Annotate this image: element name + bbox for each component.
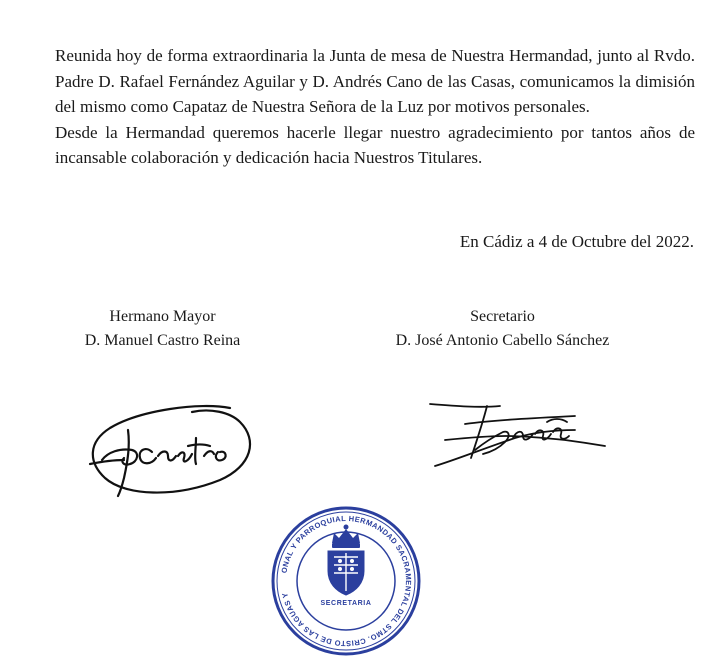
body-text: [55, 43, 695, 171]
date-line: En Cádiz a 4 de Octubre del 2022.: [459, 232, 694, 251]
signatory-role: Secretario: [470, 308, 535, 325]
paragraph-gratitude: Desde la Hermandad queremos hacerle llegar nuestro agradecimiento por tantos años de incansable colaboración y dedicación hacia Nuestros Titulares.: [55, 122, 695, 167]
signatory-secretario: [365, 305, 640, 353]
signatory-name: D. Manuel Castro Reina: [84, 332, 241, 349]
seal-ring-text: ONAL Y PARROQUIAL HERMANDAD SACRAMENTAL DEL STMO. CRISTO DE LAS AGUAS Y: [279, 513, 414, 649]
crown-icon: [332, 525, 360, 549]
signatory-name: D. José Antonio Cabello Sánchez: [395, 332, 610, 349]
signatory-role: Hermano Mayor: [109, 308, 216, 325]
paragraph-announcement: Reunida hoy de forma extraordinaria la Junta de mesa de Nuestra Hermandad, junto al Rvdo. Padre D. Rafael Fernández Aguilar y D. Andrés Cano de las Casas, comunicamos la dimisión del mismo como Capataz de Nuestra Señora de la Luz por motivos personales.: [55, 46, 695, 116]
shield-icon: [328, 551, 364, 595]
signatory-hermano-mayor: [40, 305, 285, 353]
seal-center-text: SECRETARIA: [320, 600, 372, 607]
hermandad-seal: [270, 505, 422, 657]
signature-secretario: [425, 400, 610, 475]
signature-hermano-mayor: [80, 400, 260, 500]
